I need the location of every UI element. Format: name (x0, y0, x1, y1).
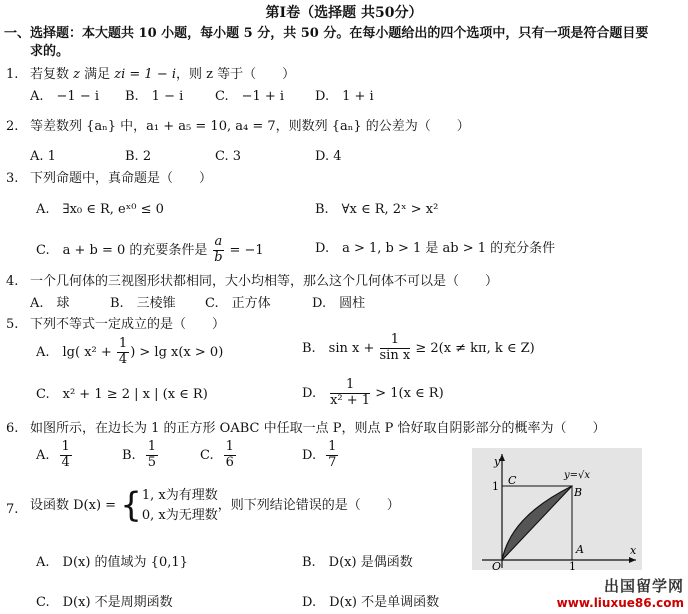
point-c-label: C (508, 474, 517, 487)
tick-x-one: 1 (569, 560, 576, 570)
q6-option-c[interactable]: C. $\frac{1}{6}$ (200, 439, 234, 470)
y-label: y (494, 455, 501, 468)
q4-option-d[interactable]: D. 圆柱 (312, 296, 366, 311)
q5-option-a[interactable]: A. lg( x² + $\frac{1}{4}$ ) > lg x(x > 0) (36, 336, 224, 367)
watermark-url: www.liuxue86.com (556, 596, 684, 610)
q7-option-b[interactable]: B. D(x) 是偶函数 (302, 555, 413, 570)
q6-number: 6. (6, 421, 19, 436)
q1-option-d[interactable]: D. 1 + i (315, 89, 374, 104)
q7-option-c[interactable]: C. D(x) 不是周期函数 (36, 595, 173, 610)
page-title: 第Ⅰ卷（选择题 共50分） (265, 5, 423, 21)
watermark-name: 出国留学网 (603, 577, 684, 595)
q7-option-a[interactable]: A. D(x) 的值域为 {0,1} (36, 555, 188, 570)
q2-option-a[interactable]: A. 1 (30, 149, 56, 164)
q3-option-d[interactable]: D. a > 1, b > 1 是 ab > 1 的充分条件 (315, 241, 556, 256)
point-a-label: A (576, 543, 584, 556)
q6-option-d[interactable]: D. $\frac{1}{7}$ (302, 439, 337, 470)
q1-stem: 若复数 z 满足 zi = 1 − i，则 z 等于（ ） (30, 67, 296, 82)
q3-option-c[interactable]: C. a + b = 0 的充要条件是 $\frac{a}{b}$ = −1 (36, 234, 264, 265)
q2-option-c[interactable]: C. 3 (215, 149, 242, 164)
x-label: x (630, 544, 637, 557)
q1-number: 1. (6, 67, 19, 82)
q3-number: 3. (6, 171, 19, 186)
q4-number: 4. (6, 274, 19, 289)
q5-stem: 下列不等式一定成立的是（ ） (30, 317, 226, 332)
q3-stem: 下列命题中，真命题是（ ） (30, 171, 213, 186)
q5-number: 5. (6, 317, 19, 332)
q7-stem: 设函数 D(x) = { 1, x为有理数 0, x为无理数 ，则下列结论错误的是（ ） (30, 485, 400, 526)
q1-option-b[interactable]: B. 1 − i (125, 89, 184, 104)
q5-option-c[interactable]: C. x² + 1 ≥ 2 | x | (x ∈ R) (36, 387, 208, 402)
point-b-label: B (574, 486, 583, 499)
q4-option-c[interactable]: C. 正方体 (205, 296, 271, 311)
q2-option-d[interactable]: D. 4 (315, 149, 342, 164)
q1-option-a[interactable]: A. −1 − i (30, 89, 99, 104)
q6-option-a[interactable]: A. $\frac{1}{4}$ (36, 439, 70, 470)
q2-stem: 等差数列 {aₙ} 中，a₁ + a₅ = 10, a₄ = 7，则数列 {aₙ} 的公差为（ ） (30, 119, 470, 134)
watermark (557, 575, 684, 610)
q3-option-a[interactable]: A. ∃x₀ ∈ R, eˣ⁰ ≤ 0 (36, 202, 164, 217)
q5-option-d[interactable]: D. $\frac{1}{\text{x² + 1}}$ > 1(x ∈ R) (302, 377, 444, 408)
q2-option-b[interactable]: B. 2 (125, 149, 152, 164)
curve-label: y=√x (564, 470, 591, 481)
q4-stem: 一个几何体的三视图形状都相同，大小均相等，那么这个几何体不可以是（ ） (30, 274, 499, 289)
q5-option-b[interactable]: B. sin x + $\frac{1}{\text{sin x}}$ ≥ 2(x ≠ kπ, k ∈ Z) (302, 332, 535, 363)
square-figure (472, 448, 642, 570)
section-heading-cont: 求的。 (30, 44, 70, 59)
q7-number: 7. (6, 502, 19, 517)
section-heading: 一、选择题：本大题共 10 小题，每小题 5 分，共 50 分。在每小题给出的四个选项中，只有一项是符合题目要 (4, 26, 649, 41)
q6-stem: 如图所示，在边长为 1 的正方形 OABC 中任取一点 P，则点 P 恰好取自阴影部分的概率为（ ） (30, 421, 606, 436)
tick-y-one: 1 (492, 480, 499, 493)
q4-option-a[interactable]: A. 球 (30, 296, 70, 311)
origin-label: O (492, 560, 502, 570)
q3-option-b[interactable]: B. ∀x ∈ R, 2ˣ > x² (315, 202, 439, 217)
q7-option-d[interactable]: D. D(x) 不是单调函数 (302, 595, 440, 610)
q1-option-c[interactable]: C. −1 + i (215, 89, 285, 104)
q2-number: 2. (6, 119, 19, 134)
q6-option-b[interactable]: B. $\frac{1}{5}$ (122, 439, 156, 470)
q4-option-b[interactable]: B. 三棱锥 (110, 296, 176, 311)
